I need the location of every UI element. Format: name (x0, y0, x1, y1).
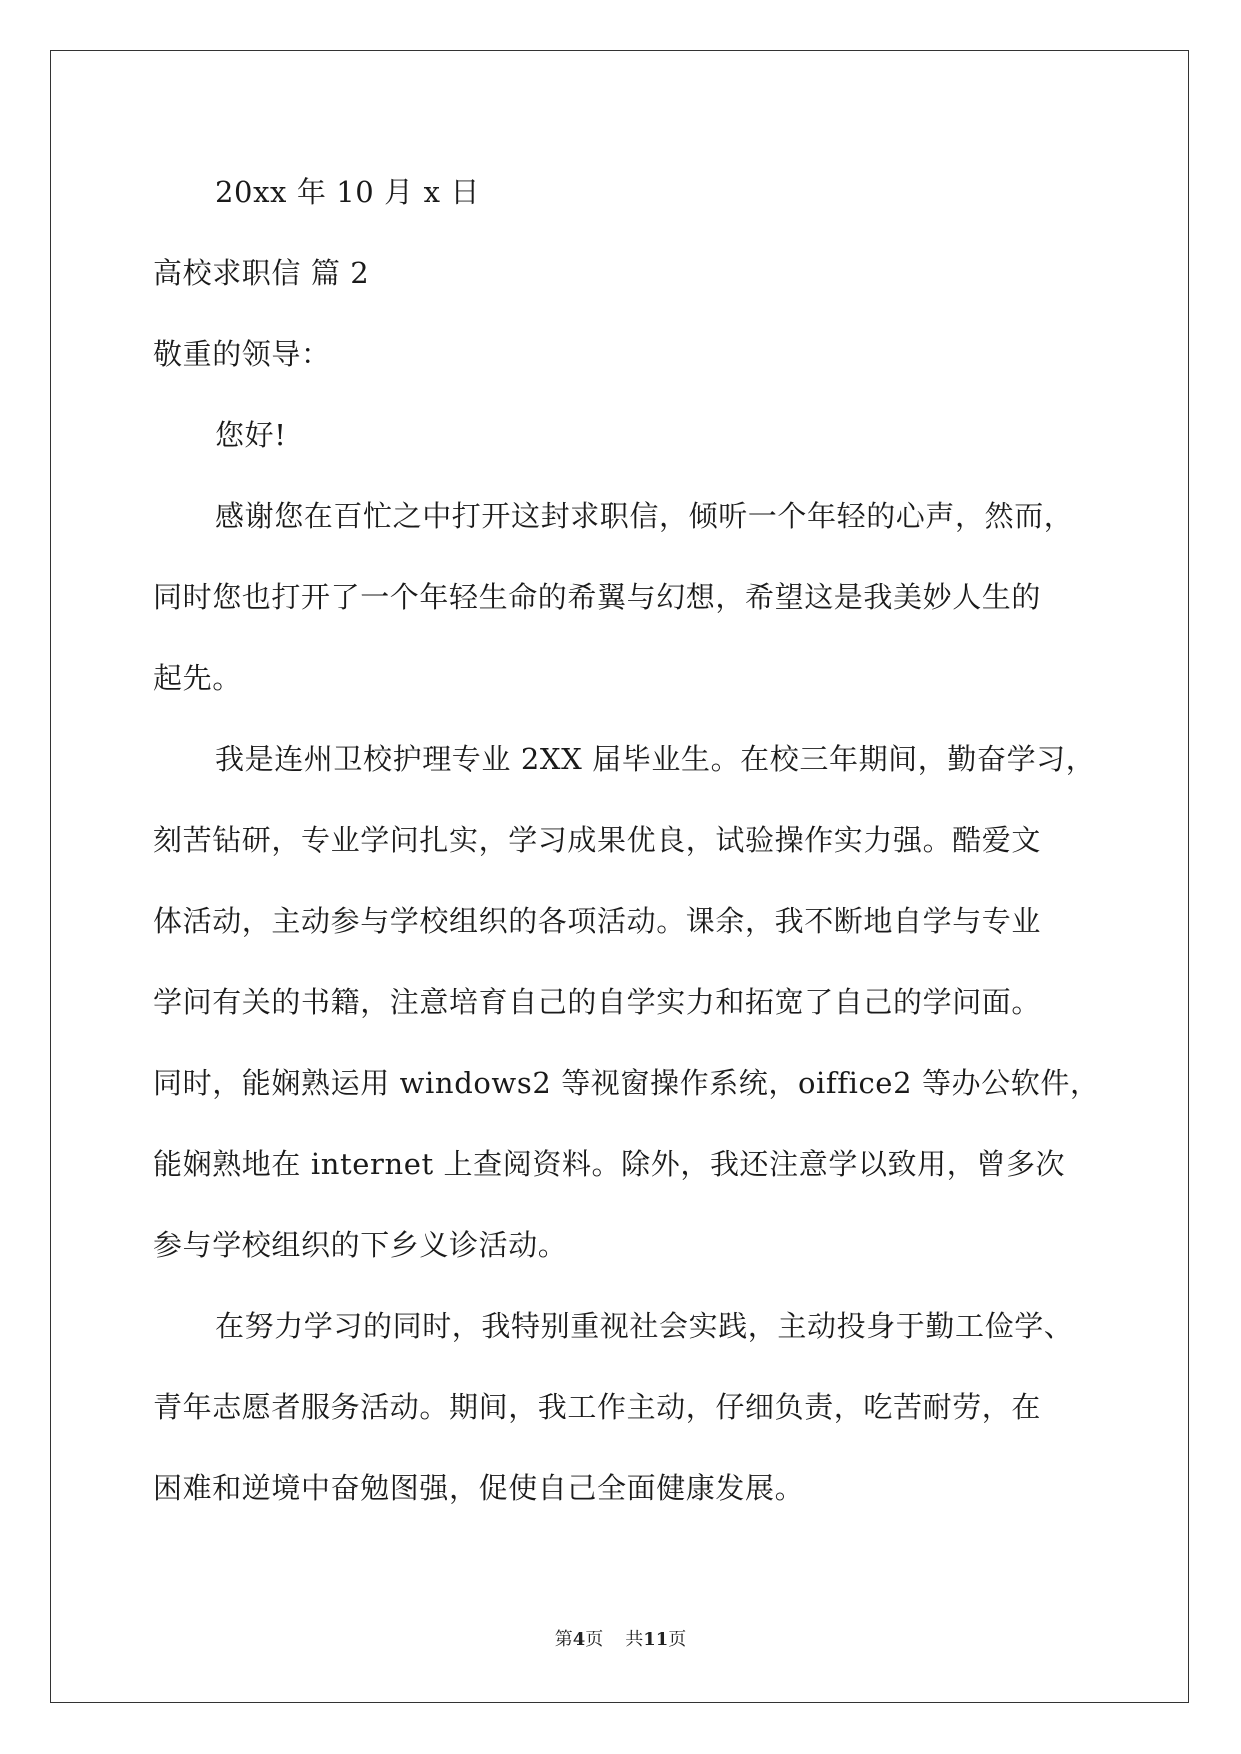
footer-total-prefix: 共 (625, 1629, 644, 1650)
body-line: 起先。 (153, 661, 242, 695)
salutation: 敬重的领导： (153, 337, 331, 371)
body-line: 我是连州卫校护理专业 2XX 届毕业生。在校三年期间，勤奋学习， (215, 742, 1096, 776)
body-line: 在努力学习的同时，我特别重视社会实践，主动投身于勤工俭学、 (215, 1309, 1074, 1343)
body-line: 同时，能娴熟运用 windows2 等视窗操作系统，oiffice2 等办公软件， (153, 1066, 1100, 1100)
body-line: 参与学校组织的下乡义诊活动。 (153, 1228, 568, 1262)
page-footer (0, 1628, 1241, 1652)
body-line: 体活动，主动参与学校组织的各项活动。课余，我不断地自学与专业 (153, 904, 1042, 938)
body-line: 刻苦钻研，专业学问扎实，学习成果优良，试验操作实力强。酷爱文 (153, 823, 1042, 857)
body-line: 同时您也打开了一个年轻生命的希翼与幻想，希望这是我美妙人生的 (153, 580, 1042, 614)
total-pages-number: 11 (643, 1629, 669, 1650)
body-line: 学问有关的书籍，注意培育自己的自学实力和拓宽了自己的学问面。 (153, 985, 1042, 1019)
section-title: 高校求职信 篇 2 (153, 256, 370, 290)
body-line: 青年志愿者服务活动。期间，我工作主动，仔细负责，吃苦耐劳，在 (153, 1390, 1042, 1424)
footer-total-unit: 页 (668, 1629, 687, 1650)
footer-page-unit: 页 (585, 1629, 604, 1650)
body-line: 感谢您在百忙之中打开这封求职信，倾听一个年轻的心声，然而， (215, 499, 1074, 533)
page-frame (50, 50, 1189, 1703)
body-line: 能娴熟地在 internet 上查阅资料。除外，我还注意学以致用，曾多次 (153, 1147, 1066, 1181)
greeting: 您好! (215, 418, 287, 452)
date-line: 20xx 年 10 月 x 日 (215, 175, 480, 209)
current-page-number: 4 (572, 1629, 586, 1650)
body-line: 困难和逆境中奋勉图强，促使自己全面健康发展。 (153, 1471, 805, 1505)
footer-prefix: 第 (554, 1629, 573, 1650)
